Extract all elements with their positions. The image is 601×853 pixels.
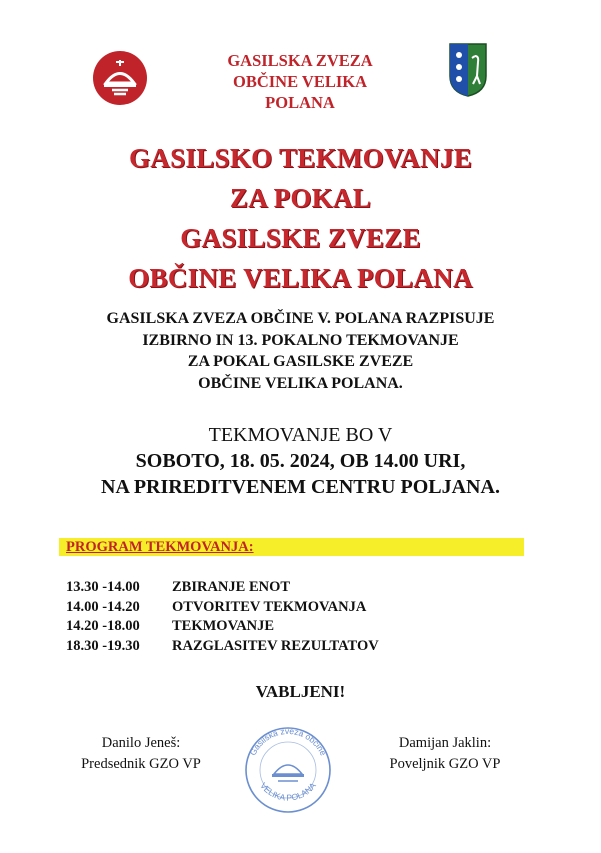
- firefighter-logo-icon: [92, 50, 148, 106]
- official-stamp-icon: [238, 718, 338, 818]
- schedule-row: [66, 578, 526, 598]
- intro-paragraph: [40, 308, 561, 394]
- intro-line-2: IZBIRNO IN 13. POKALNO TEKMOVANJE: [142, 331, 459, 349]
- event-date: SOBOTO, 18. 05. 2024, OB 14.00 URI,: [135, 450, 466, 472]
- schedule-activity: ZBIRANJE ENOT: [172, 579, 291, 595]
- title-line-2: ZA POKAL: [229, 183, 372, 213]
- schedule-activity: RAZGLASITEV REZULTATOV: [172, 637, 379, 654]
- org-line-2: OBČINE VELIKA: [232, 72, 368, 91]
- stamp-text-top: Gasilska zveza občine: [247, 725, 329, 758]
- intro-line-4: OBČINE VELIKA POLANA.: [198, 374, 403, 392]
- stamp-text-bottom: VELIKA POLANA: [258, 780, 318, 803]
- signature-right-name: Damijan Jaklin:: [398, 735, 492, 751]
- signature-left-name: Danilo Jeneš:: [101, 735, 181, 751]
- signature-left-role: Predsednik GZO VP: [81, 756, 201, 772]
- schedule-time: 13.30 -14.00: [66, 579, 140, 595]
- org-line-1: GASILSKA ZVEZA: [227, 51, 373, 70]
- signature-right: [370, 733, 520, 775]
- event-line-1: TEKMOVANJE BO V: [208, 424, 393, 446]
- signature-right-role: Poveljnik GZO VP: [389, 756, 501, 772]
- closing-text: VABLJENI!: [255, 682, 346, 701]
- organization-name: [190, 50, 410, 113]
- svg-text:VELIKA POLANA: [258, 780, 318, 802]
- schedule-row: [66, 617, 526, 637]
- title-line-4: OBČINE VELIKA POLANA: [128, 263, 473, 293]
- schedule-time: 14.00 -14.20: [66, 598, 140, 615]
- title-line-3: GASILSKE ZVEZE: [180, 223, 421, 253]
- main-title: [40, 138, 561, 298]
- intro-line-3: ZA POKAL GASILSKE ZVEZE: [187, 353, 414, 370]
- org-line-3: POLANA: [265, 93, 335, 112]
- signature-left: [66, 733, 216, 775]
- schedule-activity: TEKMOVANJE: [172, 618, 275, 634]
- schedule-time: 14.20 -18.00: [66, 618, 140, 634]
- intro-line-1: GASILSKA ZVEZA OBČINE V. POLANA RAZPISUJE: [106, 310, 495, 327]
- schedule-row: [66, 637, 526, 657]
- schedule-time: 18.30 -19.30: [66, 637, 140, 654]
- schedule-row: [66, 598, 526, 618]
- event-details: [40, 448, 561, 500]
- program-heading: PROGRAM TEKMOVANJA:: [66, 539, 254, 555]
- schedule-activity: OTVORITEV TEKMOVANJA: [172, 598, 367, 615]
- coat-of-arms-icon: [448, 42, 488, 98]
- title-line-1: GASILSKO TEKMOVANJE: [128, 143, 473, 173]
- program-schedule: [66, 578, 526, 656]
- event-location: NA PRIREDITVENEM CENTRU POLJANA.: [101, 476, 500, 498]
